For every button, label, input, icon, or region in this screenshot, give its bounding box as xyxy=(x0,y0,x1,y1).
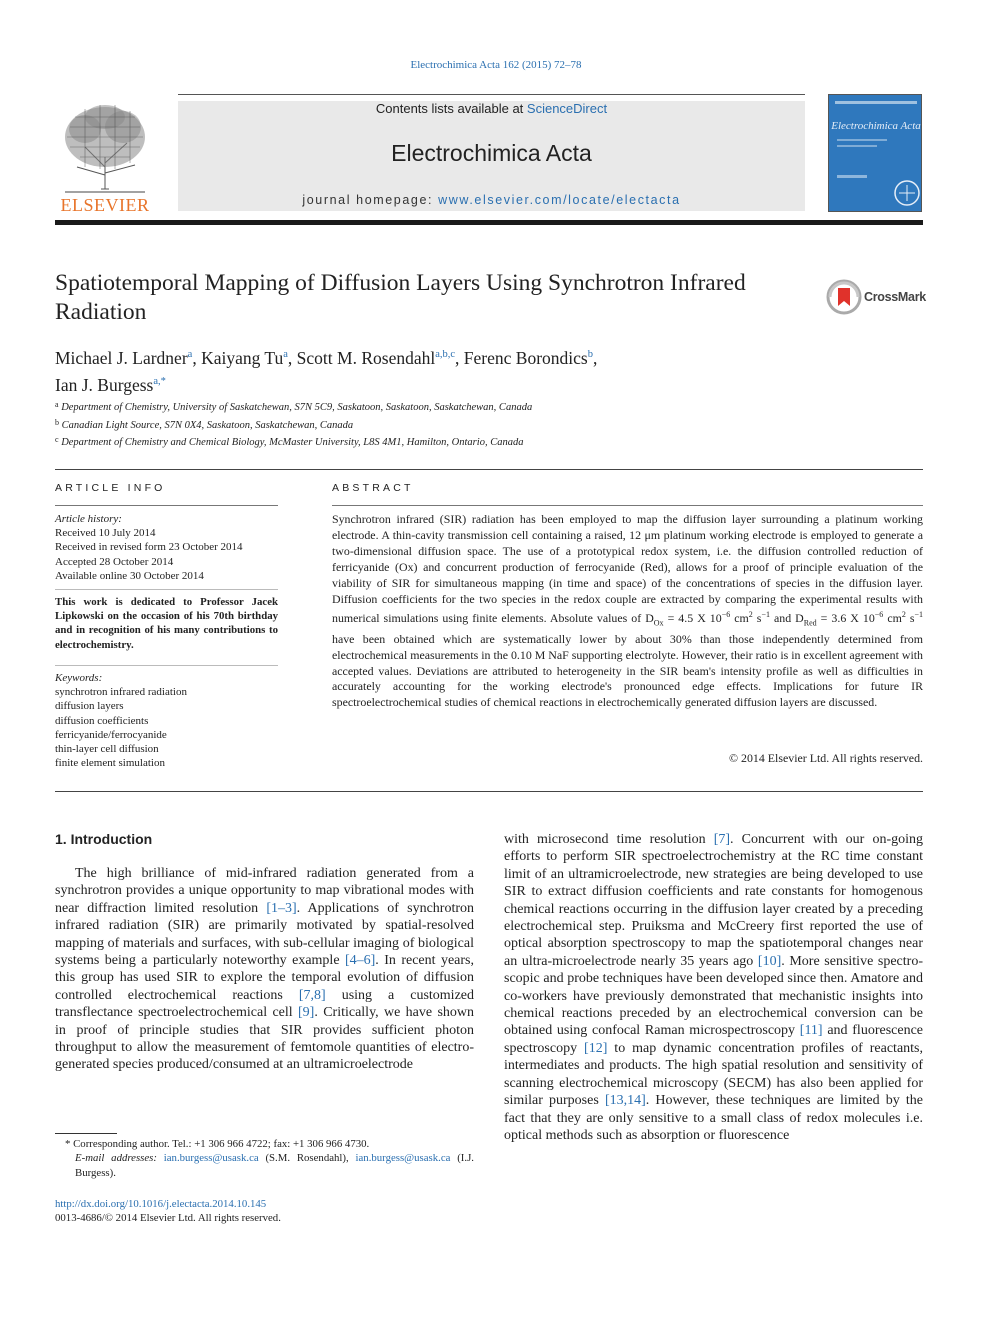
abstract-subscript: Ox xyxy=(653,618,664,628)
article-info-divider xyxy=(55,665,278,666)
body-text: . Applications of synchrotron infrared radiation (SIR) are primarily motivated by spatial-resolved mapping of materials and surfaces, with sub-cellular imaging of biological systems being a particularly noteworthy example xyxy=(55,900,475,969)
author-affiliation-mark[interactable]: b xyxy=(587,349,593,360)
reference-link[interactable]: [1–3] xyxy=(266,900,297,916)
journal-name: Electrochimica Acta xyxy=(391,140,592,166)
author-affiliation-mark[interactable]: a,b,c xyxy=(435,349,456,360)
abstract-segment: Synchrotron infrared (SIR) radiation has been employed to map the diffusion layer surrounding a platinum working electrode. A thin-cavity transmission cell containing a raised, 12 μm platinum working electrode is employed to generate a two-dimensional diffusion space. The use of a prototypical redox system, i.e. the diffusion controlled reduction of ferricyanide (Ox) and concurrent production of ferrocyanide (Red), allows for a proof of principle evaluation of the viability of SIR for simultaneous mapping (in time and space) of the concentrations of species in the diffusion layer. Diffusion coefficients for the two species in the redox couple are extracted by comparing the experimental results with numerical simulations using finite elements. Absolute values of D xyxy=(332,512,923,626)
affiliation-item xyxy=(55,398,815,416)
author-separator: , xyxy=(592,348,598,368)
reference-link[interactable]: [12] xyxy=(584,1040,608,1056)
article-info-rule xyxy=(55,505,278,506)
abstract-rule xyxy=(332,505,923,506)
abstract-superscript: −1 xyxy=(914,610,924,620)
keyword-item: finite element simulation xyxy=(55,757,165,770)
body-text: with microsecond time resolution xyxy=(504,832,714,847)
abstract-segment: and D xyxy=(769,611,804,626)
history-item: Received 10 July 2014 xyxy=(55,527,156,540)
keywords-label: Keywords: xyxy=(55,672,103,684)
keyword-item: thin-layer cell diffusion xyxy=(55,743,159,756)
affiliation-key: b xyxy=(55,417,59,427)
email-label: E-mail addresses: xyxy=(75,1152,164,1165)
abstract-heading: ABSTRACT xyxy=(332,482,414,494)
elsevier-logo xyxy=(55,97,160,215)
article-info-divider xyxy=(55,589,278,590)
issn-copyright: 0013-4686/© 2014 Elsevier Ltd. All rights reserved. xyxy=(55,1212,281,1224)
article-title: Spatiotemporal Mapping of Diffusion Layers Using Synchrotron Infrared Radiation xyxy=(55,270,746,325)
journal-cover-thumbnail[interactable] xyxy=(828,94,922,212)
keyword-item: diffusion layers xyxy=(55,700,124,713)
body-text: . Concurrent with our on-going efforts to perform SIR spectroelectrochemistry at the RC time constant limit of an ultramicroelectrode, new strategies are being developed to use SIR to extract diffusion coefficients and rate constants for homogenous chemical reactions occurring in the diffusion layer created by a preceding electrochemical step. Pruiksma and McCreery first reported the use of optical absorption spectroscopy to map the spatiotemporal changes near an ultra-microelectrode nearly 35 years ago xyxy=(504,832,923,969)
contents-prefix: Contents lists available at xyxy=(375,101,527,116)
keyword-item: diffusion coefficients xyxy=(55,714,149,727)
abstract-segment: cm xyxy=(883,611,902,626)
email-link[interactable]: ian.burgess@usask.ca xyxy=(355,1152,451,1165)
footnote-marker: * xyxy=(65,1138,71,1150)
affiliation-item xyxy=(55,416,815,434)
article-info-heading: ARTICLE INFO xyxy=(55,482,166,494)
author-name[interactable]: Michael J. Lardner xyxy=(55,348,188,368)
contents-line xyxy=(178,101,805,116)
reference-link[interactable]: [9] xyxy=(298,1005,315,1021)
author-separator: , xyxy=(192,348,202,368)
body-column-left xyxy=(55,865,474,1074)
abstract-subscript: Red xyxy=(803,618,817,628)
abstract-segment: = 3.6 X 10 xyxy=(816,611,875,626)
abstract-superscript: 2 xyxy=(748,610,753,620)
reference-link[interactable]: [4–6] xyxy=(344,953,376,969)
header-top-rule xyxy=(178,94,805,95)
crossmark-icon xyxy=(826,279,866,315)
affiliation-key: c xyxy=(55,435,59,444)
author-name[interactable]: Scott M. Rosendahl xyxy=(296,348,436,368)
elsevier-wordmark: ELSEVIER xyxy=(60,195,150,215)
journal-citation[interactable]: Electrochimica Acta 162 (2015) 72–78 xyxy=(410,59,582,71)
reference-link[interactable]: [13,14] xyxy=(604,1093,646,1109)
body-text: and fluorescence spectroscopy xyxy=(504,1023,923,1056)
reference-link[interactable]: [7] xyxy=(713,832,731,847)
author-list xyxy=(55,343,815,397)
abstract-segment: s xyxy=(905,611,915,626)
affiliation-key: a xyxy=(55,400,59,409)
body-column-right xyxy=(504,831,923,1144)
section-rule xyxy=(55,469,923,470)
corresponding-author-contact: Corresponding author. Tel.: +1 306 966 4722; fax: +1 306 966 4730. xyxy=(70,1138,370,1150)
author-separator: , xyxy=(455,348,464,368)
abstract-segment: have been obtained which are systematically lower by about 30% than those independently determined from electrochemical measurements in the 0.10 M NaF supporting electrolyte. However, their ratio is in excellent agreement with accepted values. Deviations are attributed to heterogeneity in the SIR beam's intensity profile as well as difficulties in accurately accounting for the working electrode's pronounced edge effects. Implications for future IR spectroelectrochemical studies of chemical reactions in electrochemically generated diffusion layers are discussed. xyxy=(332,631,923,710)
affiliation-item xyxy=(55,433,815,451)
article-history-label: Article history: xyxy=(55,513,122,525)
body-text: . In recent years, this group has used SIR to explore the temporal evolution of diffusion controlled electrochemical reactions xyxy=(55,953,474,1003)
abstract-copyright: © 2014 Elsevier Ltd. All rights reserved. xyxy=(729,751,923,765)
abstract-segment: = 4.5 X 10 xyxy=(663,611,722,626)
author-name[interactable]: Ian J. Burgess xyxy=(55,375,154,395)
body-text: using a customized transflectance spectroelectrochemical cell xyxy=(55,987,474,1021)
dedication-note: This work is dedicated to Professor Jacek Lipkowski on the occasion of his 70th birthday and in recognition of his many contributions to electrochemistry. xyxy=(55,596,278,651)
author-separator: , xyxy=(287,348,297,368)
body-text: . Critically, we have shown in proof of principle studies that SIR provides sufficient photon throughput to allow the measurement of femtomole quantities of electro-generated species produced/consumed at an ultramicroelectrode xyxy=(55,1005,475,1073)
abstract-segment: s xyxy=(752,611,762,626)
email-owner: (S.M. Rosendahl), xyxy=(258,1152,356,1165)
author-name[interactable]: Ferenc Borondics xyxy=(463,348,588,368)
history-item: Accepted 28 October 2014 xyxy=(55,555,174,568)
corresponding-author-footnote xyxy=(55,1137,474,1180)
abstract-superscript: −1 xyxy=(761,610,770,620)
abstract-superscript: −6 xyxy=(874,610,884,620)
abstract-superscript: −6 xyxy=(721,610,731,620)
affiliation-text: Canadian Light Source, S7N 0X4, Saskatoon, Saskatchewan, Canada xyxy=(61,419,354,431)
affiliations xyxy=(55,398,815,451)
doi-link[interactable]: http://dx.doi.org/10.1016/j.electacta.2014.10.145 xyxy=(55,1198,267,1210)
abstract-superscript: 2 xyxy=(901,610,906,620)
body-text: The high brilliance of mid-infrared radiation generated from a synchrotron provides a unique opportunity to map vibrational modes with near diffraction limited resolution xyxy=(55,866,474,916)
abstract-segment: cm xyxy=(730,611,749,626)
history-item: Received in revised form 23 October 2014 xyxy=(55,541,243,554)
homepage-prefix: journal homepage: xyxy=(302,193,439,207)
author-name[interactable]: Kaiyang Tu xyxy=(201,348,284,368)
journal-homepage-line xyxy=(178,193,805,207)
affiliation-text: Department of Chemistry and Chemical Biology, McMaster University, L8S 4M1, Hamilton, Ontario, Canada xyxy=(61,437,524,448)
keywords xyxy=(55,671,278,770)
author-affiliation-mark[interactable]: a xyxy=(187,349,193,360)
email-link[interactable]: ian.burgess@usask.ca xyxy=(163,1152,259,1165)
cover-journal-title: Electrochimica Acta xyxy=(831,120,921,132)
keyword-item: synchrotron infrared radiation xyxy=(55,686,187,699)
body-text: . More sensitive spectro-scopic and probe techniques have been developed since then. Amatore and co-workers have previously demonstrated that mechanistic insights into chemical reactions preceded by an electrochemical conversion can be obtained using confocal Raman microspectroscopy xyxy=(504,953,923,1039)
reference-link[interactable]: [10] xyxy=(757,953,782,969)
homepage-link[interactable]: www.elsevier.com/locate/electacta xyxy=(438,193,681,207)
footnote-rule xyxy=(55,1133,117,1134)
keyword-item: ferricyanide/ferrocyanide xyxy=(55,728,167,741)
section-rule xyxy=(55,791,923,792)
abstract-text xyxy=(332,512,923,711)
reference-link[interactable]: [11] xyxy=(799,1023,823,1039)
section-heading-introduction: 1. Introduction xyxy=(55,831,153,847)
sciencedirect-link[interactable]: ScienceDirect xyxy=(526,101,608,116)
header-bottom-rule xyxy=(55,220,923,225)
body-text: to map dynamic concentration profiles of reactants, intermediates and products. The high spatial resolution and sensitivity of scanning electrochemical microscopy (SECM) has also been applied for similar purposes xyxy=(504,1040,923,1109)
article-history xyxy=(55,512,278,583)
email-owner: (I.J. Burgess). xyxy=(75,1152,474,1179)
author-affiliation-mark[interactable]: a xyxy=(283,349,288,360)
body-text: . However, these techniques are limited by the fact that they are only sensitive to a small class of redox molecules i.e. optical methods such as absorption or fluorescence xyxy=(504,1093,923,1143)
history-item: Available online 30 October 2014 xyxy=(55,569,204,582)
reference-link[interactable]: [7,8] xyxy=(298,987,326,1003)
affiliation-text: Department of Chemistry, University of Saskatchewan, S7N 5C9, Saskatoon, Saskatoon, Saskatchewan, Canada xyxy=(61,402,533,413)
crossmark-label[interactable]: CrossMark xyxy=(864,290,926,304)
author-affiliation-mark[interactable]: a,* xyxy=(153,376,166,387)
